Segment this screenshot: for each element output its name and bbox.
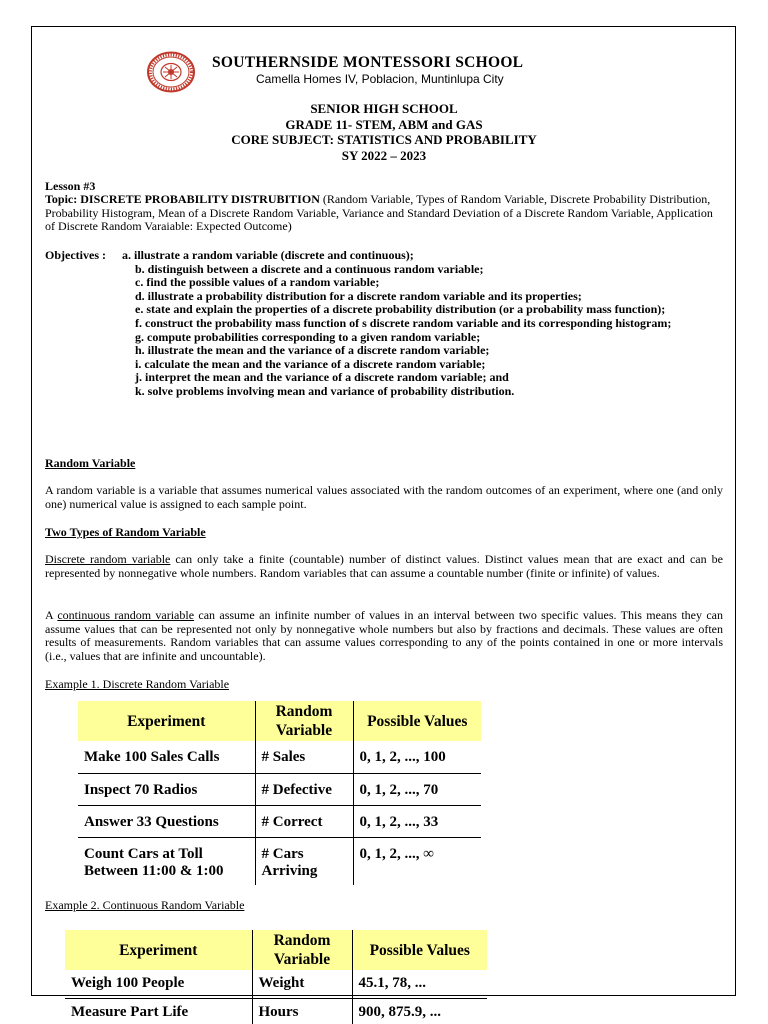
objective-item: f. construct the probability mass function of s discrete random variable and its corresponding histogram;: [135, 315, 672, 330]
discrete-body: can only take a finite (countable) number of distinct values. Distinct values mean that are exact and can be represented by nonnegative whole numbers. Random variables that can assume a countable number (finite or infinite) of values.: [45, 552, 723, 580]
objective-item: h. illustrate the mean and the variance of a discrete random variable;: [135, 343, 490, 358]
objective-item: a. illustrate a random variable (discrete and continuous);: [122, 248, 414, 262]
header-line: GRADE 11- STEM, ABM and GAS: [285, 116, 483, 132]
header-line: CORE SUBJECT: STATISTICS AND PROBABILITY: [231, 132, 537, 147]
table-cell: 0, 1, 2, ..., 70: [353, 773, 481, 805]
table-header: Possible Values: [352, 930, 487, 970]
table-cell: Count Cars at Toll Between 11:00 & 1:00: [78, 837, 255, 885]
table-cell: Make 100 Sales Calls: [78, 741, 255, 773]
discrete-paragraph: [45, 553, 723, 580]
discrete-term: Discrete random variable: [45, 552, 171, 566]
table-header: Experiment: [78, 701, 255, 741]
topic-label: Topic:: [45, 192, 78, 206]
lesson-topic: [45, 193, 723, 234]
table-header: Possible Values: [353, 701, 481, 741]
table-cell: Weigh 100 People: [65, 970, 252, 998]
lesson-number: Lesson #3: [45, 179, 96, 193]
objective-item: g. compute probabilities corresponding to a given random variable;: [135, 329, 481, 344]
example1-table: [78, 701, 481, 885]
header-line: SENIOR HIGH SCHOOL: [310, 101, 458, 116]
continuous-prefix: A: [45, 608, 58, 622]
continuous-term: continuous random variable: [57, 608, 195, 622]
objective-item: i. calculate the mean and the variance of a discrete random variable;: [135, 356, 486, 371]
objectives-label: Objectives :: [45, 248, 106, 262]
table-cell: Hours: [252, 998, 352, 1024]
continuous-paragraph: [45, 609, 723, 663]
course-header: [200, 101, 568, 163]
topic-detail: (Random Variable, Types of Random Variable, Discrete Probability Distribution, Probability Histogram, Mean of a Discrete Random Variable, Variance and Standard Deviation of a Discrete Random Variable, Application of Discrete Random Varaiable: Expected Outcome): [45, 192, 713, 234]
objective-item: e. state and explain the properties of a discrete probability distribution (or a probability mass function);: [135, 302, 666, 317]
table-cell: Inspect 70 Radios: [78, 773, 255, 805]
school-name: SOUTHERNSIDE MONTESSORI SCHOOL: [212, 54, 524, 71]
two-types-heading: Two Types of Random Variable: [45, 525, 206, 539]
table-cell: # Cars Arriving: [255, 837, 353, 885]
topic-title: DISCRETE PROBABILITY DISTRUBITION: [80, 192, 320, 206]
table-cell: 0, 1, 2, ..., 100: [353, 741, 481, 773]
random-variable-body: A random variable is a variable that assumes numerical values associated with the random outcomes of an experiment, where one (and only one) numerical value is assigned to each sample point.: [45, 483, 723, 511]
example1-caption: Example 1. Discrete Random Variable: [45, 677, 230, 691]
table-header: Random Variable: [255, 701, 353, 741]
table-header: Random Variable: [252, 930, 352, 970]
table-cell: Weight: [252, 970, 352, 998]
school-seal-logo: [146, 51, 196, 93]
objective-item: j. interpret the mean and the variance of a discrete random variable; and: [135, 370, 509, 385]
table-cell: Answer 33 Questions: [78, 805, 255, 837]
continuous-body: can assume an infinite number of values in an interval between two specific values. This means they can assume values that can be represented not only by nonnegative whole numbers but also by fractions and decimals. These values are often results of measurements. Random variables that can assume values corresponding to any of the points contained in one or more intervals (i.e., values that are infinite and uncountable).: [45, 608, 723, 663]
table-cell: 0, 1, 2, ..., ∞: [359, 845, 434, 862]
random-variable-heading: Random Variable: [45, 456, 136, 470]
school-address: Camella Homes IV, Poblacion, Muntinlupa City: [256, 72, 504, 86]
objective-item: k. solve problems involving mean and variance of probability distribution.: [135, 383, 515, 398]
table-cell: # Correct: [255, 805, 353, 837]
objective-item: d. illustrate a probability distribution for a discrete random variable and its properties;: [135, 288, 582, 303]
table-cell: 0, 1, 2, ..., 33: [353, 805, 481, 837]
table-cell: # Sales: [255, 741, 353, 773]
example2-caption: Example 2. Continuous Random Variable: [45, 898, 245, 912]
header-line: SY 2022 – 2023: [341, 147, 427, 163]
example2-table: [65, 930, 487, 1024]
objective-item: b. distinguish between a discrete and a continuous random variable;: [135, 261, 484, 276]
table-cell: Measure Part Life: [65, 998, 252, 1024]
objective-item: c. find the possible values of a random variable;: [135, 275, 380, 290]
table-cell: 900, 875.9, ...: [358, 1003, 441, 1020]
table-cell: 45.1, 78, ...: [352, 970, 487, 998]
table-header: Experiment: [65, 930, 252, 970]
table-cell: # Defective: [255, 773, 353, 805]
